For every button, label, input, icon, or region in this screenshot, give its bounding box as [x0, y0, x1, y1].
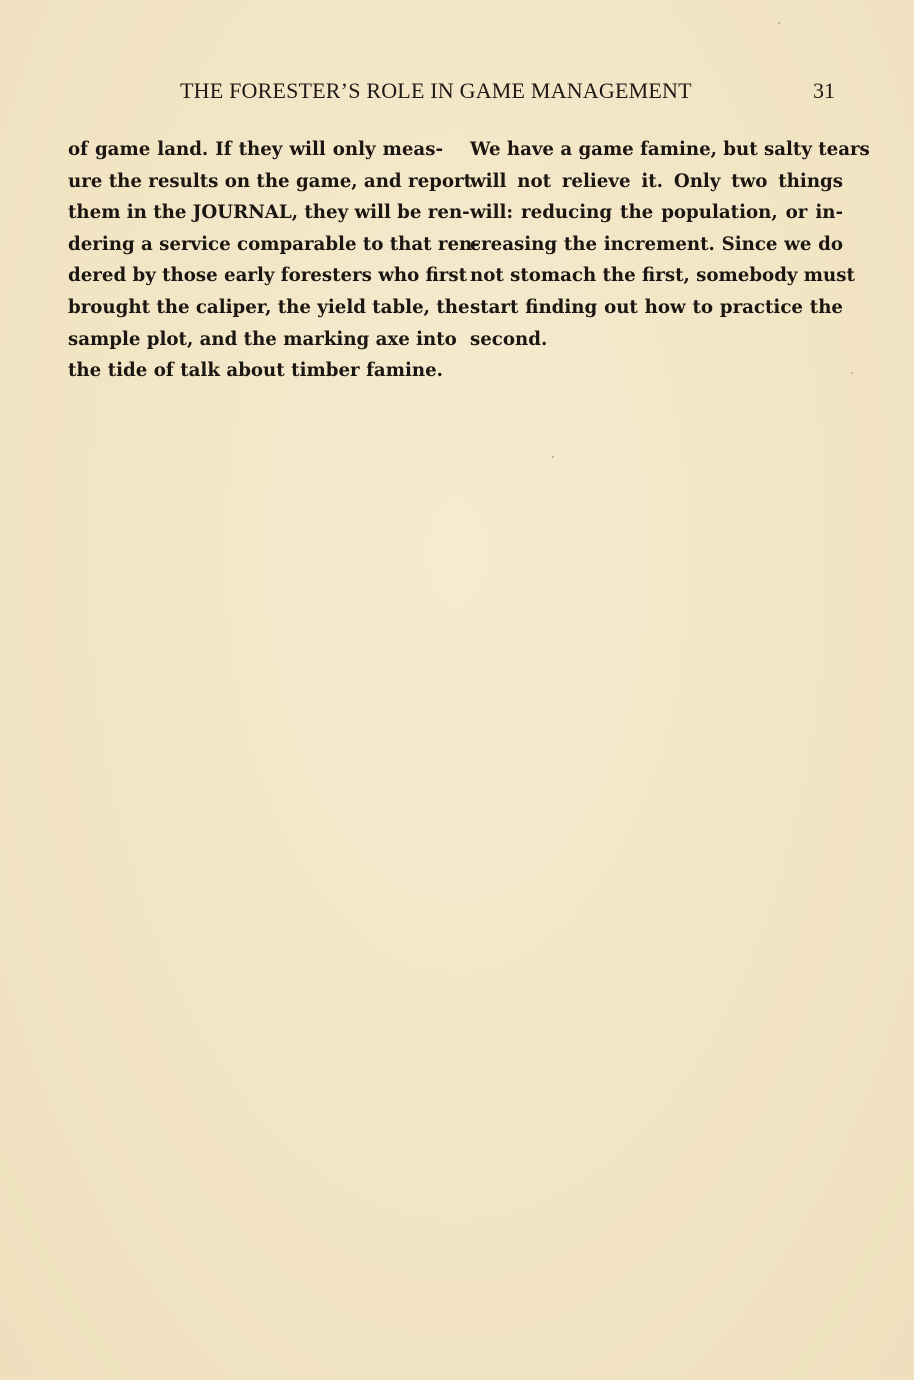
text-line: of game land. If they will only meas- [68, 139, 443, 160]
text-line: will not relieve it. Only two things [470, 170, 843, 192]
running-title: THE FORESTER’S ROLE IN GAME MANAGEMENT [180, 78, 692, 103]
text-line: sample plot, and the marking axe into [68, 328, 457, 350]
text-line: start finding out how to practice the [470, 296, 843, 318]
text-line: the tide of talk about timber famine. [68, 360, 443, 382]
left-column [68, 134, 480, 387]
text-line: dering a service comparable to that ren- [68, 233, 480, 255]
paper-speck [552, 456, 554, 458]
text-line: We have a game famine, but salty tears [470, 139, 870, 160]
running-head [0, 78, 914, 110]
page-number: 31 [813, 78, 835, 103]
text-line: creasing the increment. Since we do [470, 233, 843, 255]
right-column [470, 134, 870, 355]
text-line: will: reducing the population, or in- [470, 202, 843, 224]
text-line: brought the caliper, the yield table, the [68, 296, 470, 318]
text-line: dered by those early foresters who first [68, 265, 468, 287]
text-line: ure the results on the game, and report [68, 170, 472, 192]
text-line: not stomach the first, somebody must [470, 265, 855, 287]
paper-speck [778, 22, 780, 24]
text-line: second. [470, 328, 548, 350]
paper-speck [851, 372, 853, 374]
text-line: them in the JOURNAL, they will be ren- [68, 202, 470, 224]
